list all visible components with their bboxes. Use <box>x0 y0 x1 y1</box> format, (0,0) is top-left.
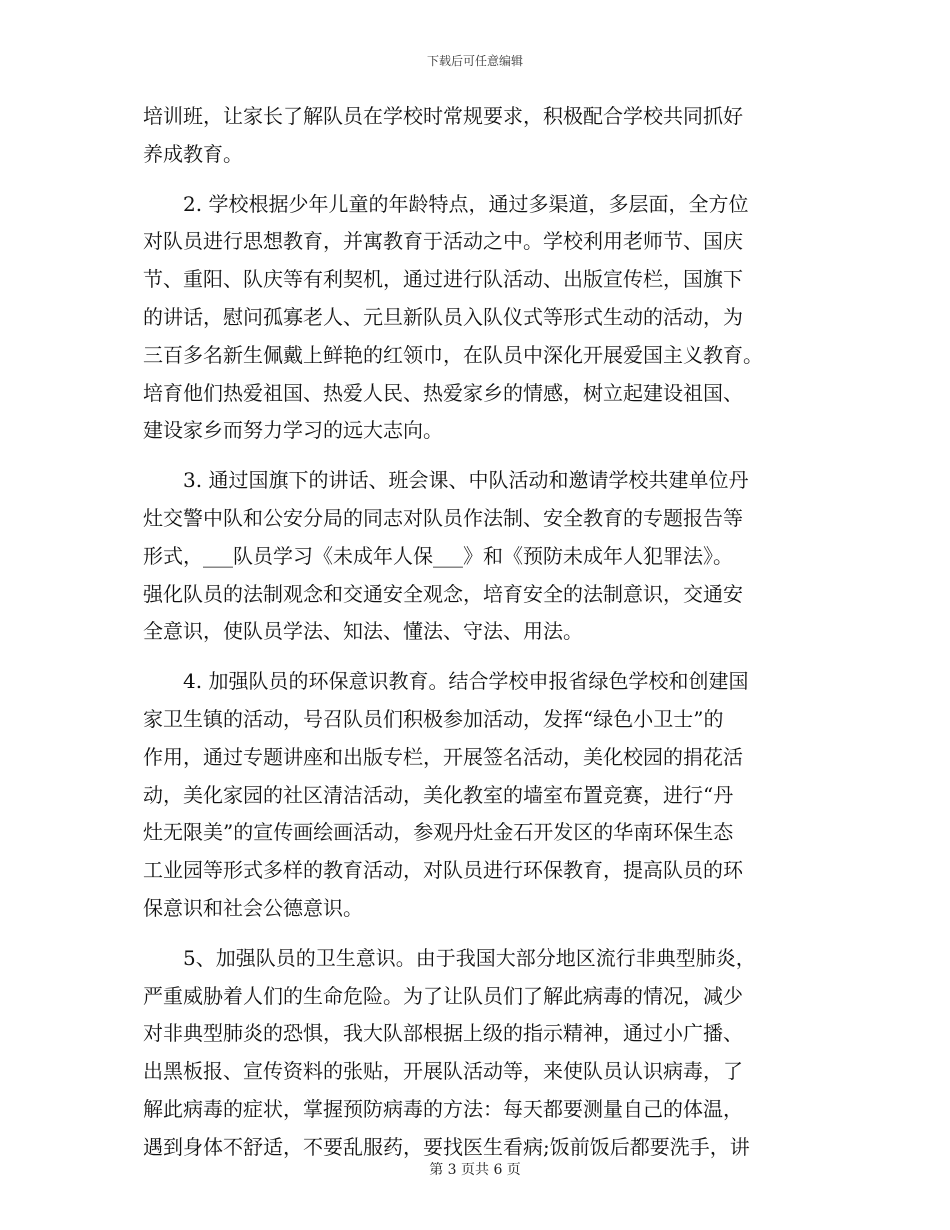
paragraph-line: 5、加强队员的卫生意识。由于我国大部分地区流行非典型肺炎， <box>183 945 756 970</box>
paragraph-line: 全意识，使队员学法、知法、懂法、守法、用法。 <box>143 619 583 644</box>
paragraph-line: 作用，通过专题讲座和出版专栏，开展签名活动，美化校园的捐花活 <box>143 744 743 769</box>
paragraph-line: 培育他们热爱祖国、热爱人民、热爱家乡的情感，树立起建设祖国、 <box>143 380 743 405</box>
paragraph-line: 工业园等形式多样的教育活动，对队员进行环保教育，提高队员的环 <box>143 858 743 883</box>
paragraph-line: 解此病毒的症状，掌握预防病毒的方法：每天都要测量自己的体温， <box>143 1096 743 1121</box>
paragraph-line: 灶交警中队和公安分局的同志对队员作法制、安全教育的专题报告等 <box>143 505 743 530</box>
paragraph-line: 3. 通过国旗下的讲话、班会课、中队活动和邀请学校共建单位丹 <box>183 468 749 493</box>
paragraph-line: 灶无限美”的宣传画绘画活动，参观丹灶金石开发区的华南环保生态 <box>143 820 734 845</box>
paragraph-line: 保意识和社会公德意识。 <box>143 895 363 920</box>
paragraph-line: 培训班，让家长了解队员在学校时常规要求，积极配合学校共同抓好 <box>143 104 743 128</box>
paragraph-line: 形式，___队员学习《未成年人保___》和《预防未成年人犯罪法》。 <box>143 543 733 568</box>
paragraph-line: 对非典型肺炎的恐惧，我大队部根据上级的指示精神，通过小广播、 <box>143 1021 743 1046</box>
paragraph-line: 4. 加强队员的环保意识教育。结合学校申报省绿色学校和创建国 <box>183 669 749 694</box>
paragraph-line: 建设家乡而努力学习的远大志向。 <box>143 418 443 443</box>
page-number: 第 3 页共 6 页 <box>429 1162 521 1178</box>
paragraph-line: 的讲话，慰问孤寡老人、元旦新队员入队仪式等形式生动的活动，为 <box>143 304 743 329</box>
paragraph-line: 2. 学校根据少年儿童的年龄特点，通过多渠道，多层面，全方位 <box>183 191 749 216</box>
paragraph-line: 遇到身体不舒适，不要乱服药，要找医生看病;饭前饭后都要洗手，讲 <box>143 1134 750 1159</box>
document-body <box>143 98 809 1167</box>
paragraph-line: 家卫生镇的活动，号召队员们积极参加活动，发挥“绿色小卫士”的 <box>143 706 724 731</box>
paragraph-line: 养成教育。 <box>143 141 243 166</box>
paragraph-line: 动，美化家园的社区清洁活动，美化教室的墙室布置竞赛，进行“丹 <box>143 782 734 807</box>
paragraph-line: 出黑板报、宣传资料的张贴，开展队活动等，来使队员认识病毒，了 <box>143 1059 743 1084</box>
paragraph-line: 三百多名新生佩戴上鲜艳的红领巾，在队员中深化开展爱国主义教育。 <box>143 342 763 367</box>
paragraph-line: 节、重阳、队庆等有利契机，通过进行队活动、出版宣传栏，国旗下 <box>143 267 743 292</box>
paragraph-line: 严重威胁着人们的生命危险。为了让队员们了解此病毒的情况，减少 <box>143 983 743 1008</box>
page-header: 下载后可任意编辑 <box>426 54 523 68</box>
paragraph-line: 强化队员的法制观念和交通安全观念，培育安全的法制意识，交通安 <box>143 581 743 606</box>
paragraph-line: 对队员进行思想教育，并寓教育于活动之中。学校利用老师节、国庆 <box>143 229 743 254</box>
